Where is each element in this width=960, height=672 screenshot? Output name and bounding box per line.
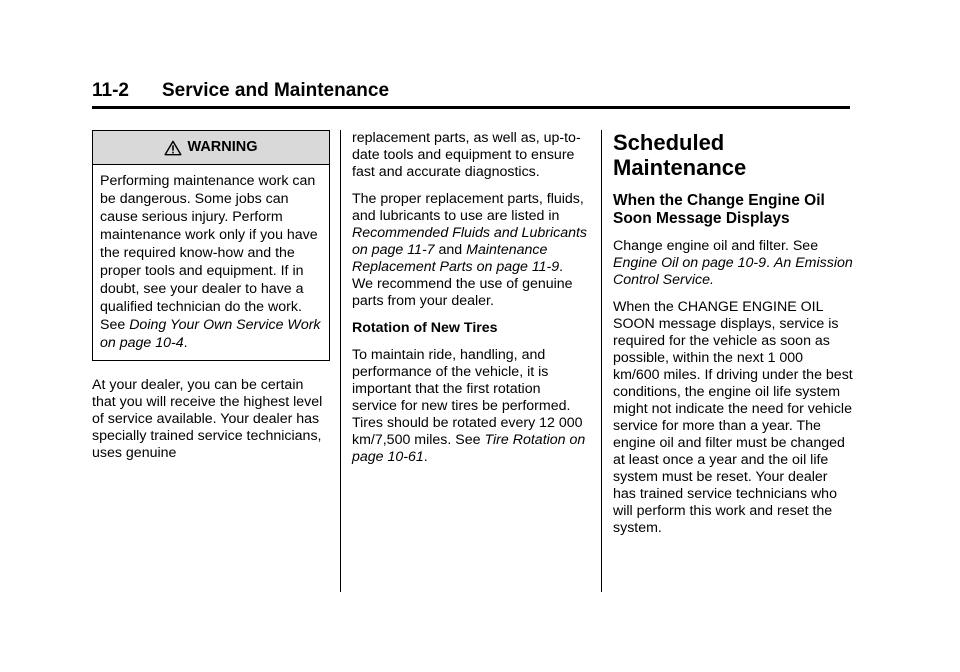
dealer-paragraph: At your dealer, you can be certain that you will receive the highest level of service available. Your dealer has specially trained service technicians, uses genuine xyxy=(92,377,323,461)
page-header xyxy=(92,80,850,109)
tire-rotation-paragraph: To maintain ride, handling, and performance of the vehicle, it is important that the first rotation service for new tires be performed. Tires should be rotated every 12 000 km/7,500 miles. See Tire Rotation on page 10-61. xyxy=(352,347,586,465)
engine-oil-link: Engine Oil on page 10-9 xyxy=(613,255,767,271)
oil-change-paragraph: Change engine oil and filter. See Engine Oil on page 10-9. An Emission Control Service. xyxy=(613,238,853,288)
replacement-parts-paragraph: The proper replacement parts, fluids, and lubricants to use are listed in Recommended Fluids and Lubricants on page 11-7 and Maintenance Replacement Parts on page 11-9. We recommend the use of genuine parts from your dealer. xyxy=(352,191,588,309)
tire-rotation-heading: Rotation of New Tires xyxy=(352,320,498,336)
warning-link: Doing Your Own Service Work on page 10-4 xyxy=(100,317,321,351)
section-title: Service and Maintenance xyxy=(162,80,390,101)
fluids-link: Recommended Fluids and Lubricants on page 11-7 xyxy=(352,225,588,258)
column-divider xyxy=(340,130,341,592)
column-1 xyxy=(92,130,330,472)
parts-link: Maintenance Replacement Parts on page 11-9 xyxy=(352,242,560,275)
column-2 xyxy=(352,130,588,476)
warning-label: WARNING xyxy=(187,139,258,155)
parts-paragraph: replacement parts, as well as, up-to-date tools and equipment to ensure fast and accurate diagnostics. xyxy=(352,130,581,180)
tire-rotation-link: Tire Rotation on page 10-61 xyxy=(352,432,586,465)
scheduled-maintenance-heading: Scheduled Maintenance xyxy=(613,130,747,180)
column-3 xyxy=(613,130,853,547)
warning-text: Performing maintenance work can be dangerous. Some jobs can cause serious injury. Perform maintenance work only if you have the required know-how and the proper tools and equipment. If in doubt, see your dealer to have a qualified technician do the work. See Doing Your Own Service Work on page 10-4. xyxy=(100,173,321,351)
warning-box xyxy=(92,130,330,361)
oil-message-heading: When the Change Engine Oil Soon Message Displays xyxy=(613,192,825,227)
warning-triangle-icon xyxy=(164,140,182,156)
oil-life-paragraph: When the CHANGE ENGINE OIL SOON message displays, service is required for the vehicle as soon as possible, within the next 1 000 km/600 miles. If driving under the best conditions, the engine oil life system might not indicate the need for vehicle service for more than a year. The engine oil and filter must be changed at least once a year and the oil life system must be reset. Your dealer has trained service technicians who will perform this work and reset the system. xyxy=(613,299,853,536)
warning-header xyxy=(93,131,329,165)
page-number: 11-2 xyxy=(92,80,129,101)
emission-service-link: An Emission Control Service. xyxy=(613,255,853,288)
column-divider xyxy=(601,130,602,592)
